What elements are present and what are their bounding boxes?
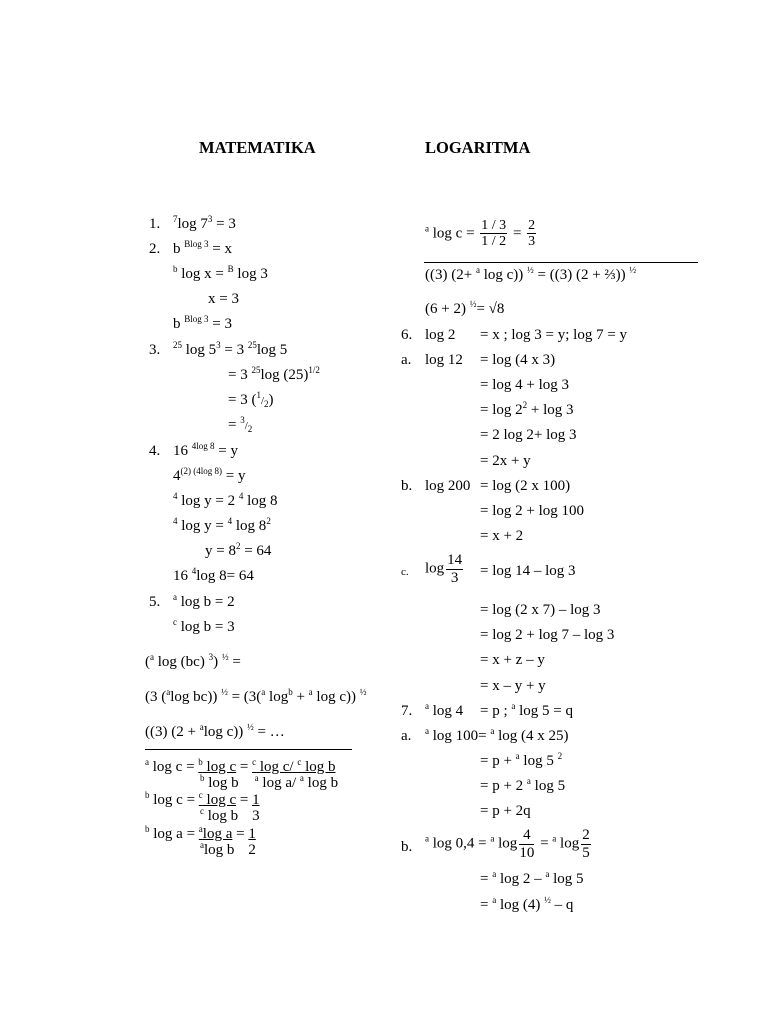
equation-line: = x + 2 xyxy=(480,528,524,544)
equation-line: = p + 2q xyxy=(480,803,531,819)
equation-line: = log (2 x 100) xyxy=(480,478,571,494)
equation-line: = log 2 + log 7 – log 3 xyxy=(480,627,615,643)
equation-line: $^b$ log c = $^c$ log c = 1 xyxy=(145,790,260,808)
equation-line: $^{25}$ $\log 5^3 = 3$ $^{25}$log 5 xyxy=(173,340,288,358)
equation-line: ((3) (2+ $^a$ log c)) $^{\frac{1}{2}}$ = ((3) (2 + ⅔)) $^{\frac{1}{2}}$ xyxy=(425,265,637,283)
equation-line: $^a$ log 0,4 = $^a$ log $\frac{4}{10}$ = $^a$ log $\frac{2}{5}$ xyxy=(425,827,590,861)
item-number: 7. xyxy=(401,703,413,719)
equation-line: = log (2 x 7) – log 3 xyxy=(480,602,601,618)
equation-line: = x ; log 3 = y; log 7 = y xyxy=(480,327,628,343)
equation-line: = p + 2 $^a$ log 5 xyxy=(480,776,566,794)
fraction: $\frac{4}{10}$ xyxy=(519,827,535,861)
equation-line: ((3) (2 + $^a$log c)) $^{\frac{1}{2}}$ = … xyxy=(145,722,285,740)
equation-line: $^4$ log y = $^4$ $\log 8^2$ xyxy=(173,516,271,534)
item-letter: a. xyxy=(401,728,412,744)
equation-label: log 12 xyxy=(425,352,463,368)
equation-line: = p + $^a$ log 5 $^2$ xyxy=(480,751,563,769)
equation-line: x = 3 xyxy=(208,291,239,307)
equation-label: log 200 xyxy=(425,478,471,494)
equation-line: b $^{Blog 3}$ = x xyxy=(173,239,232,257)
equation-line: (3 ($^a$log bc)) $^{\frac{1}{2}}$ = (3($^a$ $\log^b + ^a$ log c)) $^{\frac{1}{2}}$ xyxy=(145,687,367,705)
equation-line: = $\log 2^2 + \log 3$ xyxy=(480,400,574,418)
equation-line: 16 $^{4log 8}$ = y xyxy=(173,441,238,459)
equation-line: $^c$ log b 3 xyxy=(200,806,260,824)
equation-line: $^c$ log b = 3 xyxy=(173,617,235,635)
fraction: $\frac{14}{3}$ xyxy=(447,552,463,586)
equation-line: = log (4 x 3) xyxy=(480,352,556,368)
equation-line: $^b$ log b $^a$ log a/ $^a$ log b xyxy=(200,773,339,791)
item-letter: a. xyxy=(401,352,412,368)
fraction: $\frac{2}{3}$ xyxy=(528,218,536,250)
item-letter: c. xyxy=(401,566,409,578)
equation-line: $^4$ log y = 2 $^4$ log 8 xyxy=(173,491,278,509)
title-logaritma: LOGARITMA xyxy=(425,138,531,157)
equation-line: = p ; $^a$ log 5 = q xyxy=(480,701,574,719)
item-number: 6. xyxy=(401,327,413,343)
equation-line: $^7$log $7^3 = 3$ xyxy=(173,214,236,232)
fraction: $\frac{2}{5}$ xyxy=(582,827,590,861)
equation-line: = 3 $^{25}$log $(25)^{1/2}$ xyxy=(228,365,320,383)
fraction: $\frac{1 / 3}{1 / 2}$ xyxy=(481,218,507,250)
equation-line: = $^a$ log 2 – $^a$ log 5 xyxy=(480,869,584,887)
equation-line: = x + z – y xyxy=(480,652,545,668)
item-number: 4. xyxy=(149,443,161,459)
equation-line: = x – y + y xyxy=(480,678,546,694)
equation-line: = log 14 – log 3 xyxy=(480,563,576,579)
equation-line: $^a$log b 2 xyxy=(200,840,256,858)
equation-line: $y = 8^2 = 64$ xyxy=(205,541,272,559)
equation-line: $4^{(2) (4log 8)} = y$ xyxy=(173,466,246,484)
item-number: 5. xyxy=(149,594,161,610)
equation-line: $^a$ log c = $^b$ log c = $^c$ log c/ $^c$ log b xyxy=(145,757,336,775)
equation-line: = $^3/_2$ xyxy=(228,415,253,434)
item-number: 3. xyxy=(149,342,161,358)
equation-line: b $^{Blog 3}$ = 3 xyxy=(173,314,232,332)
equation-line: $^b$ log x = $^B$ log 3 xyxy=(173,264,268,282)
equation-line: = log 4 + log 3 xyxy=(480,377,570,393)
title-matematika: MATEMATIKA xyxy=(199,138,316,157)
equation-label: log 2 xyxy=(425,327,456,343)
equation-line: 16 $^4$log 8= 64 xyxy=(173,566,254,584)
equation-line: $^b$ log a = $^a$log a = 1 xyxy=(145,824,256,842)
item-number: 1. xyxy=(149,216,161,232)
equation-line: (6 + 2) $^{\frac{1}{2}}$= √8 xyxy=(425,299,505,317)
equation-line: = 2x + y xyxy=(480,453,531,469)
item-letter: b. xyxy=(401,478,413,494)
equation-line: $^a$ log b = 2 xyxy=(173,592,235,610)
item-number: 2. xyxy=(149,241,161,257)
equation-label: log $\frac{14}{3}$ xyxy=(425,552,463,586)
equation-line: = 2 log 2+ log 3 xyxy=(480,427,577,443)
equation-line: = 3 $(^1/_2)$ xyxy=(228,390,274,409)
equation-line: $^a$ log 100= $^a$ log (4 x 25) xyxy=(425,726,569,744)
equation-label: $^a$ log 4 xyxy=(425,701,464,719)
item-letter: b. xyxy=(401,839,413,855)
equation-line: = log 2 + log 100 xyxy=(480,503,585,519)
divider-line xyxy=(145,749,352,750)
equation-line: = $^a$ log (4) $^{\frac{1}{2}}$ – q xyxy=(480,895,574,913)
equation-line: ($^a$ log (bc) $^3$) $^{\frac{1}{2}}$ = xyxy=(145,652,241,670)
divider-line xyxy=(424,262,698,263)
equation-line: $^a$ log c = $\frac{1 / 3}{1 / 2}$ = $\frac{2}{3}$ xyxy=(425,218,536,250)
